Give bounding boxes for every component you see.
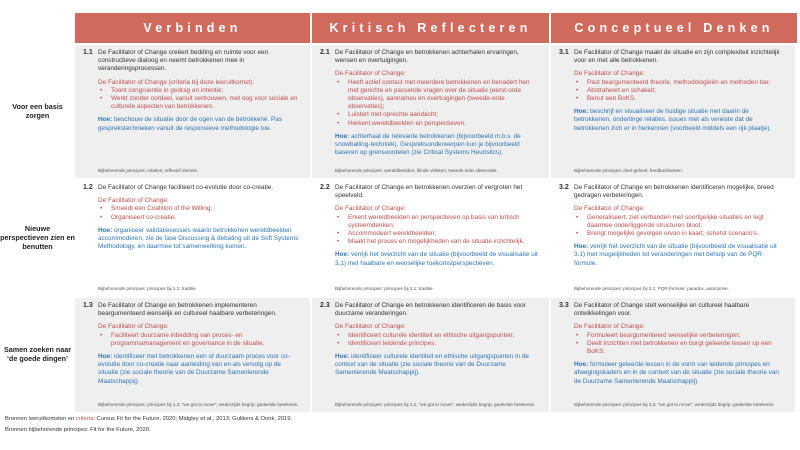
criterion-item: • Abstraheert en schakelt; bbox=[574, 87, 787, 95]
how-text: verrijk het overzicht van de situatie (bijvoorbeeld de visualisatie uit 3.1) met haalbare en wenselijke toekomstperspectieven. bbox=[335, 251, 538, 267]
criterion-item: • Toont congruentie in gedrag en intentie; bbox=[98, 87, 302, 95]
criteria-title: De Facilitator of Change: bbox=[335, 70, 406, 78]
criteria-list bbox=[574, 332, 787, 357]
how-label: Hoe: bbox=[98, 226, 114, 234]
row-label-3: Samen zoeken naar ‘de goede dingen’ bbox=[3, 345, 72, 363]
criteria-title: De Facilitator of Change: bbox=[335, 323, 406, 331]
criterion-item: • Accommodeert wereldbeelden; bbox=[335, 230, 541, 238]
how-text: identificeer met betrokkenen een of duurzaam proces voor co-evolutie door co-creatie naar aanleiding van en als vervolg op de situatie (zie sociale theorie van de Duurzame Samenlerende Maatschappij). bbox=[98, 353, 290, 385]
outcome-cell-2-3 bbox=[312, 296, 551, 412]
sources-line-1: Bronnen leeruitkomsten en criteria: Cursus Fit for the Future, 2020; Midgley et al., 2013; Gulikers & Oonk, 2019. bbox=[5, 416, 293, 422]
criteria-list bbox=[335, 332, 541, 348]
criterion-item: • Faciliteert duurzame inbedding van proces- en programmamanagement en governance in de situatie. bbox=[98, 332, 302, 348]
how-label: Hoe: bbox=[98, 353, 114, 361]
outcome-number: 1.2 bbox=[83, 184, 93, 191]
criteria-block bbox=[574, 323, 787, 356]
criteria-list bbox=[335, 79, 541, 128]
principles-note: Bijbehorende principes: deel-geheel; feedbacklussen. bbox=[574, 168, 684, 173]
competency-table bbox=[75, 13, 797, 43]
how-text: formuleer geleerde lessen in de vorm van leidende principes en afwegingskaders en in de context van de situatie (zie sociale theorie van de Duurzame Samenlerende Maatschappij). bbox=[574, 361, 779, 385]
outcome-statement bbox=[83, 49, 302, 74]
criteria-block bbox=[574, 70, 787, 103]
criterion-item: • Benut een BoKS. bbox=[574, 95, 787, 103]
criterion-item: • Identificeert leidende principes. bbox=[335, 340, 541, 348]
outcome-text: De Facilitator of Change maakt de situatie en zijn complexiteit inzichtelijk voor en met alle betrokkenen. bbox=[574, 49, 780, 65]
outcome-number: 2.3 bbox=[320, 302, 330, 309]
criteria-title: De Facilitator of Change: bbox=[574, 205, 645, 213]
outcome-cell-2-2 bbox=[312, 178, 551, 296]
row-label-2: Nieuwe perspectieven zien en benutten bbox=[0, 223, 75, 251]
outcome-statement bbox=[320, 49, 541, 65]
outcome-text: De Facilitator of Change en betrokkenen overzien of vergroten het speelveld. bbox=[335, 184, 523, 200]
how-text: beschouw de situatie door de ogen van de betrokkene. Pas gesprekstechnieken vanuit de responsieve methodologie toe. bbox=[98, 116, 283, 132]
criteria-list bbox=[98, 205, 302, 221]
outcome-text: De Facilitator of Change en betrokkenen implementeren beargumenteerd wenselijk en cultureel haalbare verbeteringen. bbox=[98, 302, 277, 318]
outcome-cell-2-1 bbox=[312, 43, 551, 178]
criteria-block bbox=[574, 205, 787, 238]
criteria-block bbox=[98, 323, 302, 348]
how-block bbox=[98, 116, 302, 132]
principles-note: Bijbehorende principes: wereldbeelden; blinde vlekken; tweede-orde observatie. bbox=[335, 168, 498, 173]
criterion-item: • Formuleert beargumenteerd wenselijke verbeteringen; bbox=[574, 332, 787, 340]
column-header-verbinden: Verbinden bbox=[75, 13, 312, 43]
how-label: Hoe: bbox=[574, 108, 590, 116]
principles-note: Bijbehorende principes: principes bij 1.1; traditie. bbox=[98, 286, 197, 291]
how-text: verrijk het overzicht van de situatie (bijvoorbeeld de visualisatie uit 3.1) met mogelijkheden tot veranderingen met behulp van de PQR-formule. bbox=[574, 243, 777, 267]
criterion-item: • Smeedt een Coalition of the Willing; bbox=[98, 205, 302, 213]
criteria-list bbox=[335, 214, 541, 247]
criteria-block bbox=[335, 70, 541, 127]
criterion-item: • Maakt het proces en mogelijkheden van de situatie inzichtelijk. bbox=[335, 238, 541, 246]
criteria-title: De Facilitator of Change: bbox=[574, 70, 645, 78]
how-block bbox=[335, 133, 541, 158]
principles-note: Bijbehorende principes: principes bij 3.2; "we got to move"; wederzijds begrip; gedeelde betekenis. bbox=[574, 402, 775, 407]
outcome-number: 3.1 bbox=[559, 49, 569, 56]
outcome-statement bbox=[559, 49, 787, 65]
row-label-1: Voor een basis zorgen bbox=[12, 101, 63, 120]
sources-line-2: Bronnen bijbehorende principes: Fit for the Future, 2020. bbox=[5, 427, 151, 433]
criterion-item: • Werkt zonder oordeel, vanuit vertrouwen, met oog voor sociale en culturele aspecten van betrokkenen. bbox=[98, 95, 302, 111]
criterion-item: • Identificeert culturele identiteit en ethische uitgangspunten; bbox=[335, 332, 541, 340]
criteria-block bbox=[98, 79, 302, 112]
how-label: Hoe: bbox=[335, 353, 351, 361]
criteria-block bbox=[335, 205, 541, 246]
column-header-kritisch-reflecteren: Kritisch Reflecteren bbox=[312, 13, 551, 43]
criterion-item: • Brengt mogelijke gevolgen ervan in kaart; schetst scenario's. bbox=[574, 230, 787, 238]
principles-note: Bijbehorende principes: principes bij 2.1; traditie. bbox=[335, 286, 434, 291]
how-block bbox=[574, 108, 787, 133]
criteria-title: De Facilitator of Change: bbox=[98, 323, 169, 331]
outcome-text: De Facilitator of Change en betrokkenen achterhalen ervaringen, wensen en overtuigingen. bbox=[335, 49, 519, 65]
outcome-cell-1-3 bbox=[75, 296, 312, 412]
how-text: achterhaal de relevante betrokkenen (bijvoorbeeld m.b.v. de snowballing-techniek). Gespreksonderwerpen kun je bijvoorbeeld baseren op grensoordelen (zie Critical Systems Heuristics). bbox=[335, 132, 521, 157]
how-label: Hoe: bbox=[98, 116, 114, 124]
criteria-list bbox=[574, 79, 787, 104]
sources bbox=[5, 414, 292, 436]
criteria-list bbox=[574, 214, 787, 239]
criterion-item: • Organiseert co-creatie. bbox=[98, 214, 302, 222]
outcome-statement bbox=[559, 184, 787, 200]
outcome-statement bbox=[83, 184, 302, 192]
how-text: identificeer culturele identiteit en ethische uitgangspunten in de context van de situatie (zie sociale theorie van de Duurzame Samenlerende Maatschappij). bbox=[335, 353, 529, 377]
how-label: Hoe: bbox=[335, 132, 351, 140]
criteria-title: De Facilitator of Change (criteria bij deze leeruitkomst): bbox=[98, 78, 254, 86]
outcome-number: 1.3 bbox=[83, 302, 93, 309]
outcome-number: 2.1 bbox=[320, 49, 330, 56]
criteria-block bbox=[98, 197, 302, 222]
outcome-text: De Facilitator of Change en betrokkenen identificeren de basis voor duurzame veranderingen. bbox=[335, 302, 526, 318]
outcome-statement bbox=[559, 302, 787, 318]
row-labels bbox=[0, 43, 75, 412]
criteria-block bbox=[335, 323, 541, 348]
how-label: Hoe: bbox=[574, 361, 590, 369]
outcome-number: 2.2 bbox=[320, 184, 330, 191]
criterion-item: • Deelt inzichten met betrokkenen en borgt geleerde lessen op een BoKS. bbox=[574, 340, 787, 356]
outcome-cell-1-2 bbox=[75, 178, 312, 296]
outcome-statement bbox=[320, 302, 541, 318]
outcome-number: 1.1 bbox=[83, 49, 93, 56]
outcome-text: De Facilitator of Change creëert bedding en ruimte voor een constructieve dialoog en neemt betrokkenen mee in veranderingsprocessen. bbox=[98, 49, 269, 73]
how-block bbox=[335, 353, 541, 378]
outcome-statement bbox=[320, 184, 541, 200]
criteria-list bbox=[98, 87, 302, 112]
criterion-item: • Heeft actief contact met meerdere betrokkenen en benadert hen met gerichte en passende vragen over de situatie (eerst-orde observaties), aannames en overtuigingen (tweede-orde observaties); bbox=[335, 79, 541, 112]
outcome-number: 3.3 bbox=[559, 302, 569, 309]
outcome-number: 3.2 bbox=[559, 184, 569, 191]
outcome-statement bbox=[83, 302, 302, 318]
criterion-item: • Generaliseert, ziet verbanden met soortgelijke situaties en legt daarmee onderliggende structuren bloot; bbox=[574, 214, 787, 230]
how-block bbox=[98, 353, 302, 386]
outcome-text: De Facilitator of Change stelt wenselijke en cultureel haalbare ontwikkelingen voor. bbox=[574, 302, 750, 318]
criteria-title: De Facilitator of Change: bbox=[574, 323, 645, 331]
principles-note: Bijbehorende principes: principes bij 2.2; "we got to move"; wederzijds begrip; gedeelde betekenis. bbox=[335, 402, 536, 407]
how-label: Hoe: bbox=[335, 251, 351, 259]
criterion-item: • Past beargumenteerd theorie, methodologieën en methoden toe; bbox=[574, 79, 787, 87]
principles-note: Bijbehorende principes: principes bij 3.1; PQR-formule; paradox, autonomie. bbox=[574, 286, 729, 291]
criteria-title: De Facilitator of Change: bbox=[335, 205, 406, 213]
column-header-conceptueel-denken: Conceptueel Denken bbox=[551, 13, 797, 43]
how-block bbox=[574, 243, 787, 268]
how-block bbox=[98, 227, 302, 252]
outcome-cell-3-1 bbox=[551, 43, 797, 178]
how-text: organiseer validatiesessies waarin betrokkenen wereldbeelden accommoderen, zie de fase Discussing & debating uit de Soft Systems Methodology, en daarmee tot samenwerking komen. bbox=[98, 226, 299, 251]
how-text: beschrijf en visualiseer de huidige situatie met daarin de betrokkenen, onderlinge relaties, issues met als vereiste dat de betrokkenen zich er in herkennen (voorbeeld middels een rijk plaatje). bbox=[574, 108, 772, 132]
outcome-text: De Facilitator of Change faciliteert co-evolutie door co-creatie. bbox=[98, 184, 274, 191]
how-block bbox=[574, 361, 787, 386]
how-label: Hoe: bbox=[574, 243, 590, 251]
principles-note: Bijbehorende principes: relaties; reflexief domein. bbox=[98, 168, 199, 173]
outcome-cell-3-2 bbox=[551, 178, 797, 296]
outcome-cell-3-3 bbox=[551, 296, 797, 412]
table-body bbox=[75, 43, 797, 412]
criteria-title: De Facilitator of Change: bbox=[98, 197, 169, 205]
criteria-list bbox=[98, 332, 302, 348]
criterion-item: • Herkent wereldbeelden en perspectieven. bbox=[335, 120, 541, 128]
criterion-item: • Erkent wereldbeelden en perspectieven op basis van kritisch systeemdenken; bbox=[335, 214, 541, 230]
outcome-cell-1-1 bbox=[75, 43, 312, 178]
how-block bbox=[335, 251, 541, 267]
criterion-item: • Luistert met oprechte aandacht; bbox=[335, 111, 541, 119]
outcome-text: De Facilitator of Change en betrokkenen identificeren mogelijke, breed gedragen verbeteringen. bbox=[574, 184, 774, 200]
principles-note: Bijbehorende principes: principes bij 1.2; "we got to move"; wederzijds begrip; gedeelde betekenis. bbox=[98, 402, 299, 407]
